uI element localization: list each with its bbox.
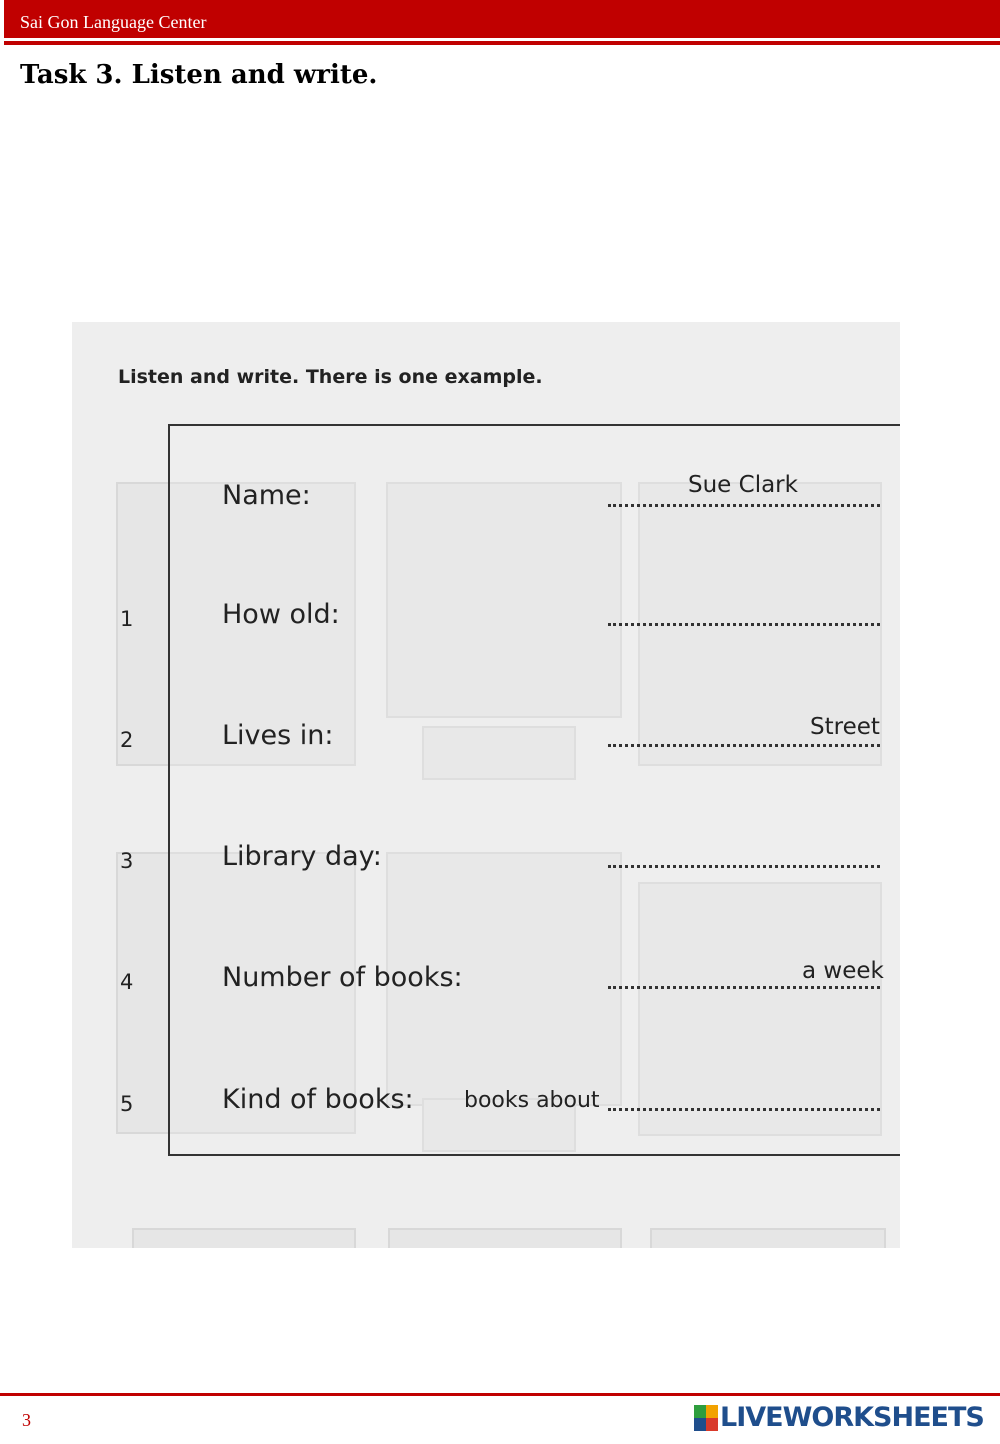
task-title: Task 3. Listen and write. [20, 60, 378, 90]
answer-line[interactable] [608, 623, 880, 626]
row-label: Name: [222, 480, 311, 511]
answer-box [168, 424, 900, 1156]
row-label: Library day: [222, 841, 382, 872]
answer-line[interactable] [608, 865, 880, 868]
row-number: 2 [120, 728, 134, 752]
ghost-picture [650, 1228, 886, 1248]
answer-line[interactable] [608, 504, 880, 507]
example-answer: Sue Clark [688, 472, 798, 498]
row-label: Number of books: [222, 962, 463, 993]
row-suffix: a week [802, 958, 884, 984]
logo-text: LIVEWORKSHEETS [720, 1402, 984, 1433]
row-library-day [72, 835, 900, 895]
header-bar [4, 0, 1000, 38]
header-rule [4, 41, 1000, 45]
worksheet-scan [72, 322, 900, 1248]
row-prefix: books about [464, 1088, 600, 1113]
row-number: 1 [120, 607, 134, 631]
row-name [72, 472, 900, 532]
row-kind-of-books [72, 1078, 900, 1138]
liveworksheets-icon [694, 1405, 718, 1431]
header-title: Sai Gon Language Center [20, 12, 207, 32]
row-lives-in [72, 714, 900, 774]
footer-rule [0, 1393, 1000, 1396]
row-number: 4 [120, 970, 134, 994]
answer-line[interactable] [608, 1108, 880, 1111]
page-number: 3 [22, 1410, 31, 1430]
ghost-picture [388, 1228, 622, 1248]
answer-line[interactable] [608, 744, 880, 747]
row-number-of-books [72, 956, 900, 1016]
row-number: 5 [120, 1092, 134, 1116]
row-label: Lives in: [222, 720, 334, 751]
ghost-picture [132, 1228, 356, 1248]
answer-line[interactable] [608, 986, 880, 989]
row-how-old [72, 593, 900, 653]
row-label: Kind of books: [222, 1084, 414, 1115]
row-number: 3 [120, 849, 134, 873]
row-label: How old: [222, 599, 340, 630]
instruction: Listen and write. There is one example. [118, 366, 543, 388]
row-suffix: Street [810, 714, 880, 740]
